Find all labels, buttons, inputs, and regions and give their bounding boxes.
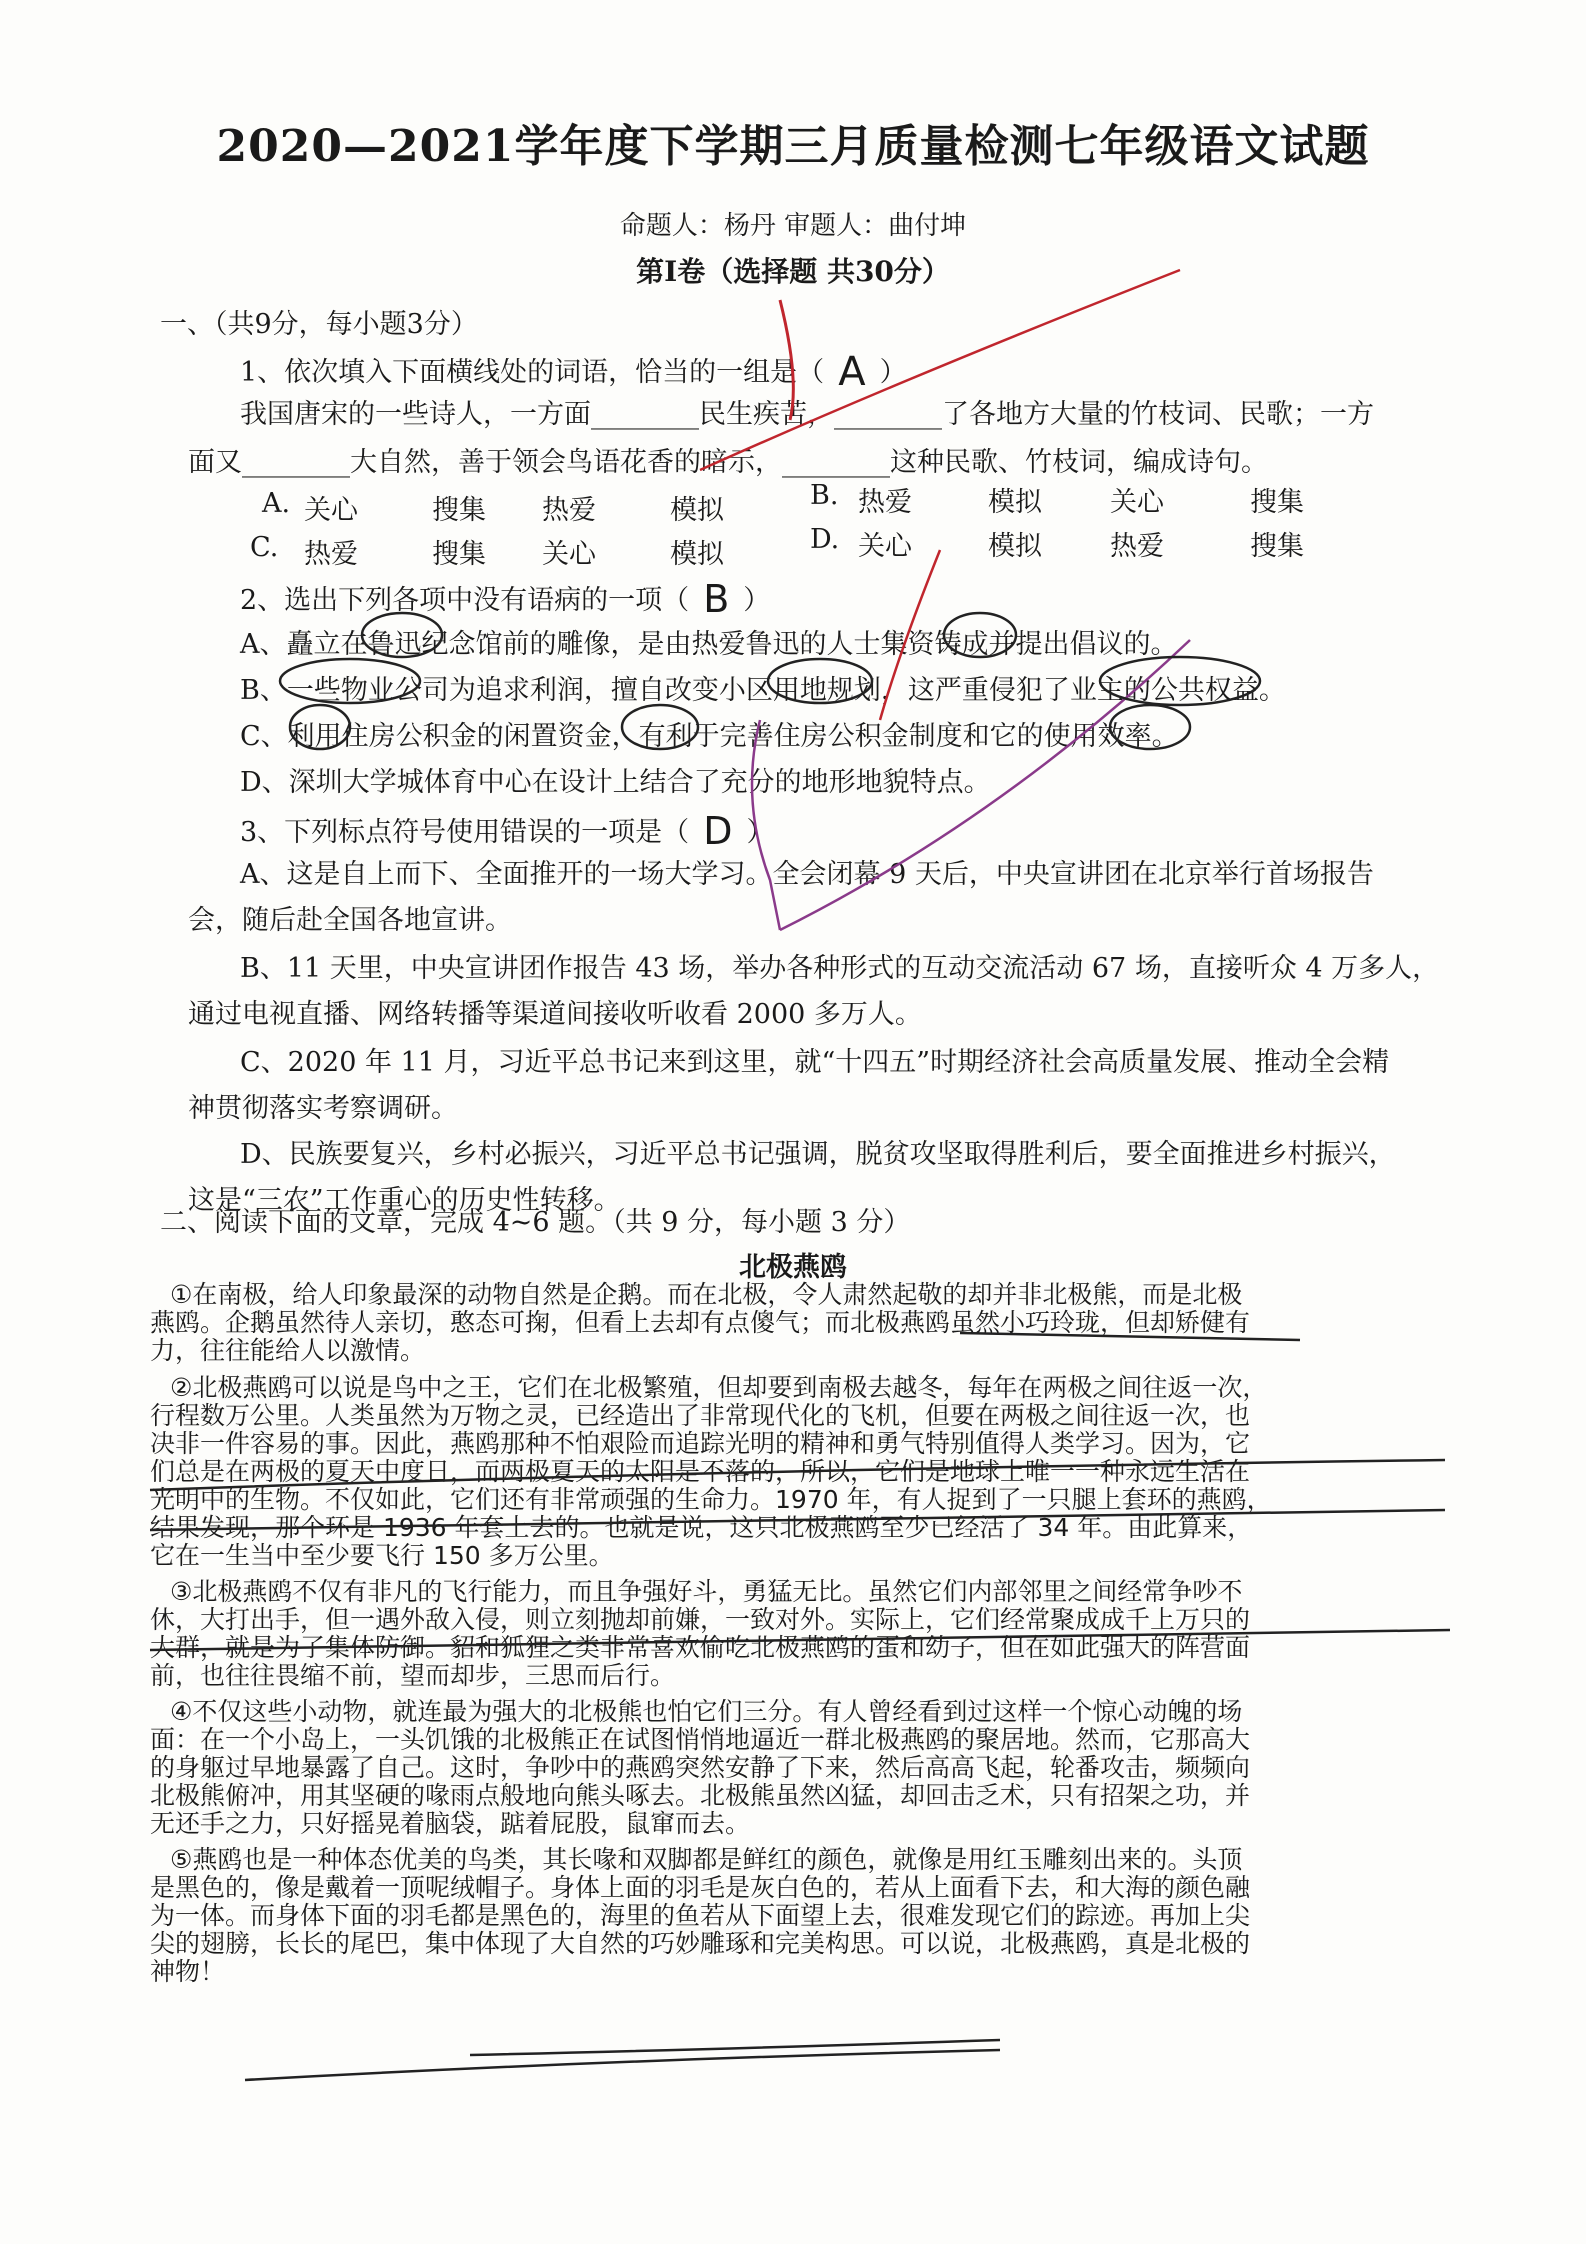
article-line: 行程数万公里。人类虽然为万物之灵，已经造出了非常现代化的飞机，但要在两极之间往返一次，也 xyxy=(150,1401,1251,1430)
article-line: 尖的翅膀，长长的尾巴，集中体现了大自然的巧妙雕琢和完美构思。可以说，北极燕鸥，真是北极的 xyxy=(150,1929,1251,1958)
q1-option-b-w4: 搜集 xyxy=(1250,487,1304,518)
q1-option-d-w1: 关心 xyxy=(858,531,912,562)
article-line: 大群，就是为了集体防御。貂和狐狸之类非常喜欢偷吃北极燕鸥的蛋和幼子，但在如此强大的阵营面 xyxy=(150,1633,1251,1662)
article-line: 面：在一个小岛上，一头饥饿的北极熊正在试图悄悄地逼近一群北极燕鸥的聚居地。然而，它那高大 xyxy=(150,1725,1251,1754)
q1-option-a-w2: 搜集 xyxy=(432,495,486,526)
q3-option-b-line2: 通过电视直播、网络转播等渠道间接收听收看 2000 多万人。 xyxy=(188,999,922,1030)
article-line: 神物！ xyxy=(150,1957,226,1986)
article-line: 前，也往往畏缩不前，望而却步，三思而后行。 xyxy=(150,1661,676,1690)
q3-option-a-line2: 会，随后赴全国各地宣讲。 xyxy=(188,905,512,936)
volume-heading: 第Ⅰ卷（选择题 共30分） xyxy=(636,255,950,288)
article-line: 为一体。而身体下面的羽毛都是黑色的，海里的鱼若从下面望上去，很难发现它们的踪迹。再加上尖 xyxy=(150,1901,1251,1930)
article-line: ②北极燕鸥可以说是鸟中之王，它们在北极繁殖，但却要到南极去越冬，每年在两极之间往返一次， xyxy=(170,1373,1268,1402)
article-line: ③北极燕鸥不仅有非凡的飞行能力，而且争强好斗，勇猛无比。虽然它们内部邻里之间经常争吵不 xyxy=(170,1577,1243,1606)
q3-option-c-line1: C、2020 年 11 月，习近平总书记来到这里，就“十四五”时期经济社会高质量发展、推动全会精 xyxy=(240,1047,1390,1078)
q1-option-c-w2: 搜集 xyxy=(432,539,486,570)
article-line: 无还手之力，只好摇晃着脑袋，踮着屁股，鼠窜而去。 xyxy=(150,1809,751,1838)
q1-option-a-w4: 模拟 xyxy=(670,495,724,526)
article-line: ⑤燕鸥也是一种体态优美的鸟类，其长喙和双脚都是鲜红的颜色，就像是用红玉雕刻出来的。头顶 xyxy=(170,1845,1243,1874)
q1-option-c-w4: 模拟 xyxy=(670,539,724,570)
q2-option-b: B、一些物业公司为追求利润，擅自改变小区用地规划，这严重侵犯了业主的公共权益。 xyxy=(240,675,1286,706)
q1-option-b-w2: 模拟 xyxy=(988,487,1042,518)
q2-answer: B xyxy=(703,577,730,621)
q3-option-c-line2: 神贯彻落实考察调研。 xyxy=(188,1093,458,1124)
q3-option-d-line2: 这是“三农”工作重心的历史性转移。 xyxy=(188,1185,621,1216)
article-line: 结果发现，那个环是 1936 年套上去的。也就是说，这只北极燕鸥至少已经活了 34 年。由此算来， xyxy=(150,1513,1253,1542)
q1-option-d-label: D. xyxy=(810,524,840,555)
exam-authors: 命题人：杨丹 审题人：曲付坤 xyxy=(619,211,967,241)
q3-answer: D xyxy=(703,809,733,853)
q1-option-d-w3: 热爱 xyxy=(1110,531,1164,562)
q1-option-b-w3: 关心 xyxy=(1110,487,1164,518)
q2-option-c: C、利用住房公积金的闲置资金，有利于完善住房公积金制度和它的使用效率。 xyxy=(240,721,1179,752)
article-line: 们总是在两极的夏天中度日，而两极夏天的太阳是不落的，所以，它们是地球上唯一一种永远生活在 xyxy=(150,1457,1251,1486)
q1-text-line1: 我国唐宋的一些诗人，一方面________民生疾苦，________了各地方大量的竹枝词、民歌；一方 xyxy=(240,399,1374,430)
q2-stem-text: 2、选出下列各项中没有语病的一项（ xyxy=(240,585,690,616)
q1-option-a-label: A. xyxy=(262,488,291,519)
article-line: ④不仅这些小动物，就连最为强大的北极熊也怕它们三分。有人曾经看到过这样一个惊心动魄的场 xyxy=(170,1697,1243,1726)
article-line: 休，大打出手，但一遇外敌入侵，则立刻抛却前嫌，一致对外。实际上，它们经常聚成成千上万只的 xyxy=(150,1605,1251,1634)
section1-heading: 一、（共9分，每小题3分） xyxy=(160,309,478,340)
q1-stem-text: 1、依次填入下面横线处的词语，恰当的一组是（ xyxy=(240,357,825,388)
q1-option-b-w1: 热爱 xyxy=(858,487,912,518)
q1-option-c-label: C. xyxy=(250,532,279,563)
q3-stem-end: ） xyxy=(746,817,774,848)
q3-option-a-line1: A、这是自上而下、全面推开的一场大学习。全会闭幕 9 天后，中央宣讲团在北京举行首场报告 xyxy=(240,859,1374,890)
article-line: 北极熊俯冲，用其坚硬的喙雨点般地向熊头啄去。北极熊虽然凶猛，却回击乏术，只有招架之功，并 xyxy=(150,1781,1251,1810)
q1-stem-end: ） xyxy=(879,357,907,388)
q1-option-a-w3: 热爱 xyxy=(542,495,596,526)
q2-stem-end: ） xyxy=(743,585,771,616)
article-line: ①在南极，给人印象最深的动物自然是企鹅。而在北极，令人肃然起敬的却并非北极熊，而是北极 xyxy=(170,1280,1243,1309)
article-line: 它在一生当中至少要飞行 150 多万公里。 xyxy=(150,1541,614,1570)
q1-option-d-w2: 模拟 xyxy=(988,531,1042,562)
article-line: 是黑色的，像是戴着一顶呢绒帽子。身体上面的羽毛是灰白色的，若从上面看下去，和大海的颜色融 xyxy=(150,1873,1251,1902)
article-title: 北极燕鸥 xyxy=(739,1252,847,1283)
q2-option-a: A、矗立在鲁迅纪念馆前的雕像，是由热爱鲁迅的人士集资铸成并提出倡议的。 xyxy=(240,629,1178,660)
q1-option-a-w1: 关心 xyxy=(304,495,358,526)
q1-answer: A xyxy=(838,349,866,395)
q1-option-d-w4: 搜集 xyxy=(1250,531,1304,562)
exam-title: 2020—2021学年度下学期三月质量检测七年级语文试题 xyxy=(216,121,1370,172)
article-line: 力，往往能给人以激情。 xyxy=(150,1336,426,1365)
q1-option-b-label: B. xyxy=(810,480,839,511)
q1-option-c-w3: 关心 xyxy=(542,539,596,570)
section2-heading: 二、阅读下面的文章，完成 4~6 题。（共 9 分，每小题 3 分） xyxy=(160,1207,911,1238)
q1-text-line2: 面又________大自然，善于领会鸟语花香的暗示，________这种民歌、竹枝词，编成诗句。 xyxy=(188,447,1268,478)
article-line: 决非一件容易的事。因此，燕鸥那种不怕艰险而追踪光明的精神和勇气特别值得人类学习。因为，它 xyxy=(150,1429,1251,1458)
q3-option-b-line1: B、11 天里，中央宣讲团作报告 43 场，举办各种形式的互动交流活动 67 场，直接听众 4 万多人， xyxy=(240,953,1440,984)
q2-option-d: D、深圳大学城体育中心在设计上结合了充分的地形地貌特点。 xyxy=(240,767,991,798)
article-line: 燕鸥。企鹅虽然待人亲切，憨态可掬，但看上去却有点傻气；而北极燕鸥虽然小巧玲珑，但却矫健有 xyxy=(150,1308,1251,1337)
article-line: 的身躯过早地暴露了自己。这时，争吵中的燕鸥突然安静了下来，然后高高飞起，轮番攻击，频频向 xyxy=(150,1753,1251,1782)
article-line: 光明中的生物。不仅如此，它们还有非常顽强的生命力。1970 年，有人捉到了一只腿上套环的燕鸥， xyxy=(150,1485,1272,1514)
q3-option-d-line1: D、民族要复兴，乡村必振兴，习近平总书记强调，脱贫攻坚取得胜利后，要全面推进乡村振兴， xyxy=(240,1139,1396,1170)
q3-stem-text: 3、下列标点符号使用错误的一项是（ xyxy=(240,817,690,848)
q1-option-c-w1: 热爱 xyxy=(304,539,358,570)
